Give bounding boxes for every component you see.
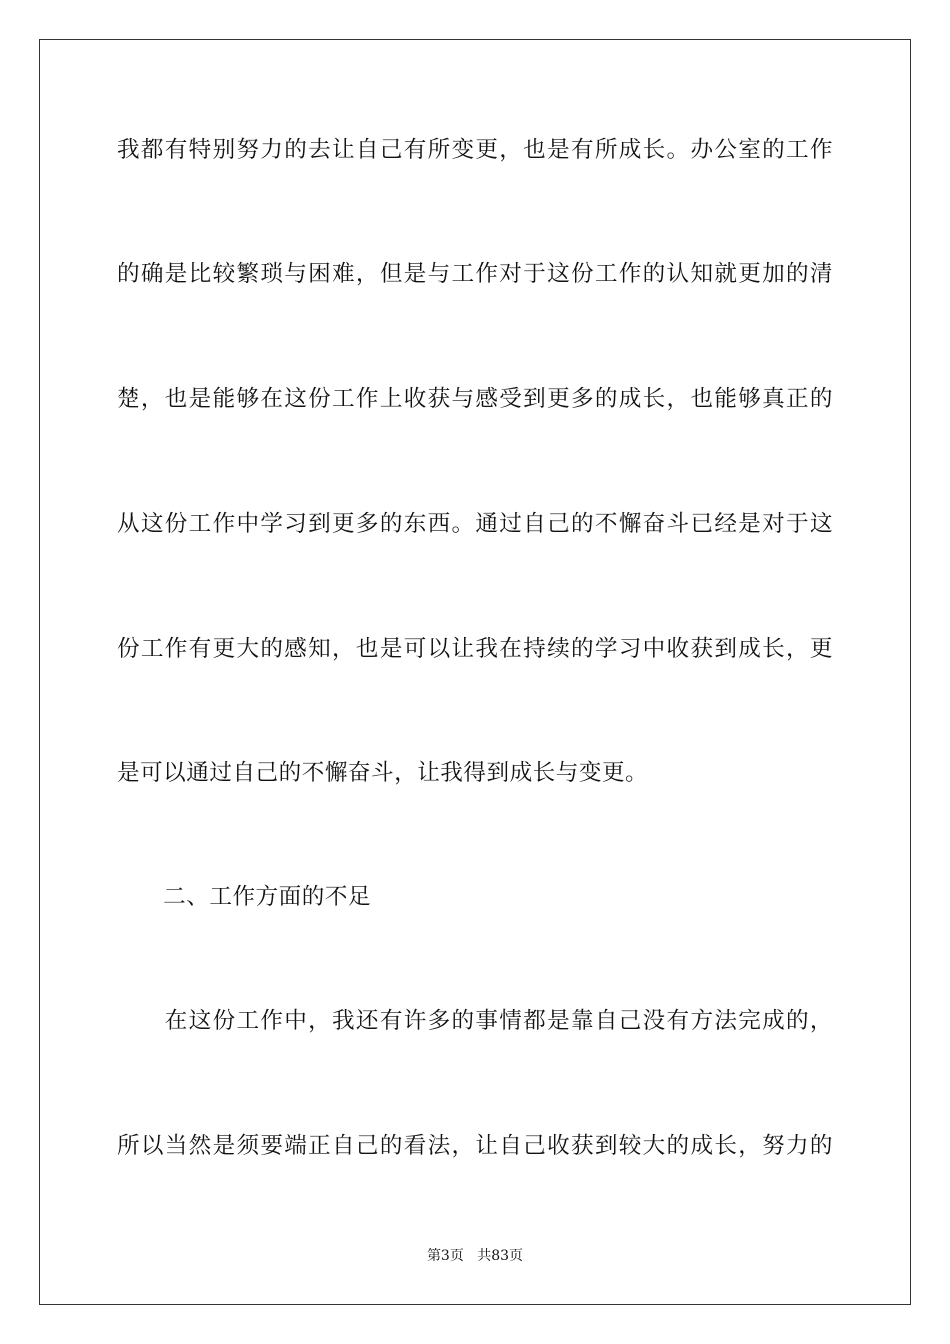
paragraph-line: 份工作有更大的感知，也是可以让我在持续的学习中收获到成长，更 [117, 636, 833, 662]
paragraph-line: 我都有特别努力的去让自己有所变更，也是有所成长。办公室的工作 [117, 137, 833, 163]
paragraph-line: 的确是比较繁琐与困难，但是与工作对于这份工作的认知就更加的清 [117, 261, 833, 287]
page-footer [0, 1246, 950, 1266]
page-border [39, 39, 911, 1305]
paragraph-line: 从这份工作中学习到更多的东西。通过自己的不懈奋斗已经是对于这 [117, 511, 833, 537]
paragraph-line: 楚，也是能够在这份工作上收获与感受到更多的成长，也能够真正的 [117, 386, 833, 412]
page-number: 第3页 [426, 1248, 464, 1264]
paragraph-line: 在这份工作中，我还有许多的事情都是靠自己没有方法完成的， [117, 1008, 833, 1034]
section-heading: 二、工作方面的不足 [117, 884, 372, 910]
footer-spacer [464, 1248, 477, 1264]
paragraph-line: 是可以通过自己的不懈奋斗，让我得到成长与变更。 [117, 760, 649, 786]
paragraph-line: 所以当然是须要端正自己的看法，让自己收获到较大的成长，努力的 [117, 1133, 833, 1159]
total-pages: 共83页 [477, 1248, 524, 1264]
